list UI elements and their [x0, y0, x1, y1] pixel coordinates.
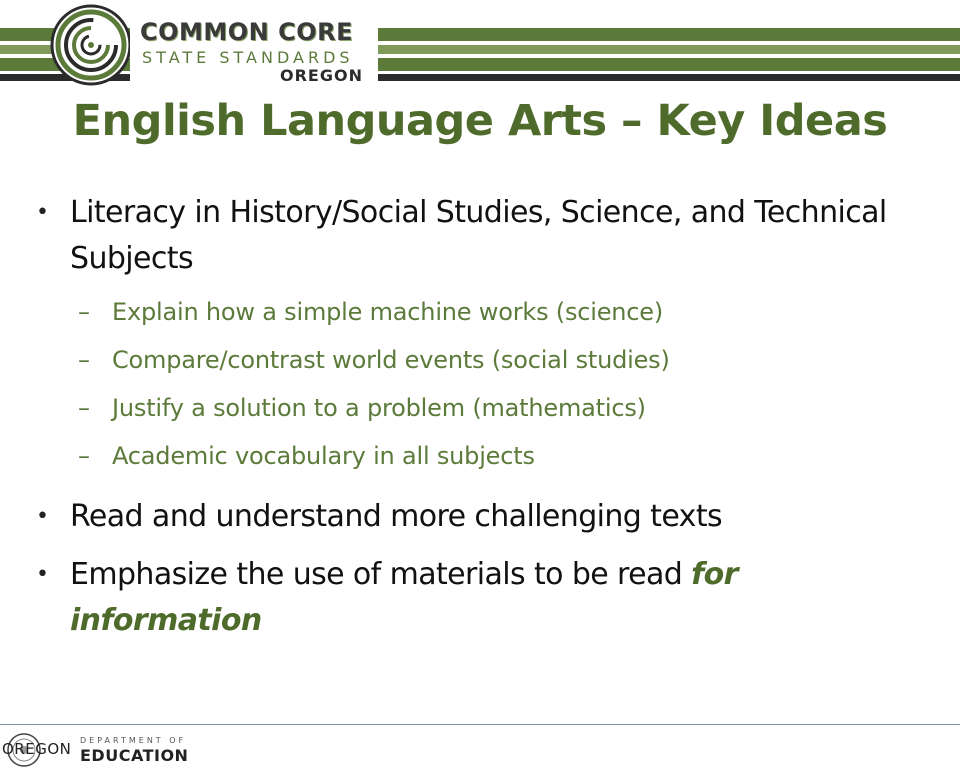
- logo-line-common-core: COMMON CORE: [140, 18, 354, 46]
- bullet-glyph: •: [36, 200, 49, 225]
- bullet-item: [36, 190, 936, 282]
- bullet-text: Read and understand more challenging texts: [70, 499, 723, 534]
- sub-bullet-text: Academic vocabulary in all subjects: [112, 442, 535, 470]
- bullet-glyph: •: [36, 504, 49, 529]
- sub-bullet-text: Compare/contrast world events (social studies): [112, 346, 670, 374]
- bullet-item: [36, 494, 936, 540]
- swirl-logo-icon: [50, 4, 132, 86]
- logo-line-state-standards: STATE STANDARDS: [142, 48, 354, 67]
- slide-title: English Language Arts – Key Ideas: [72, 96, 888, 146]
- sub-bullet-text: Explain how a simple machine works (science): [112, 298, 664, 326]
- bullet-emphasis: for information: [70, 557, 738, 638]
- sub-bullet-item: [78, 336, 936, 384]
- logo-line-oregon: OREGON: [280, 66, 363, 85]
- bullet-glyph: •: [36, 562, 49, 587]
- footer-education: EDUCATION: [80, 746, 189, 765]
- sub-bullet-glyph: –: [78, 346, 90, 374]
- footer-divider: [0, 724, 960, 725]
- sub-bullet-glyph: –: [78, 442, 90, 470]
- sub-bullet-item: [78, 432, 936, 480]
- footer: [0, 730, 300, 768]
- sub-bullet-item: [78, 384, 936, 432]
- bullet-text: Emphasize the use of materials to be read: [70, 557, 692, 592]
- logo-wordmark: [130, 18, 378, 84]
- bullet-text: Literacy in History/Social Studies, Science, and Technical Subjects: [70, 195, 887, 276]
- footer-department: DEPARTMENT OF: [80, 736, 187, 745]
- footer-oregon: OREGON: [2, 740, 72, 758]
- header-banner: [0, 0, 960, 90]
- sub-bullet-list: [78, 288, 936, 480]
- sub-bullet-glyph: –: [78, 394, 90, 422]
- sub-bullet-text: Justify a solution to a problem (mathematics): [112, 394, 646, 422]
- sub-bullet-item: [78, 288, 936, 336]
- bullet-item: [36, 552, 936, 644]
- sub-bullet-glyph: –: [78, 298, 90, 326]
- slide-body: [36, 190, 936, 644]
